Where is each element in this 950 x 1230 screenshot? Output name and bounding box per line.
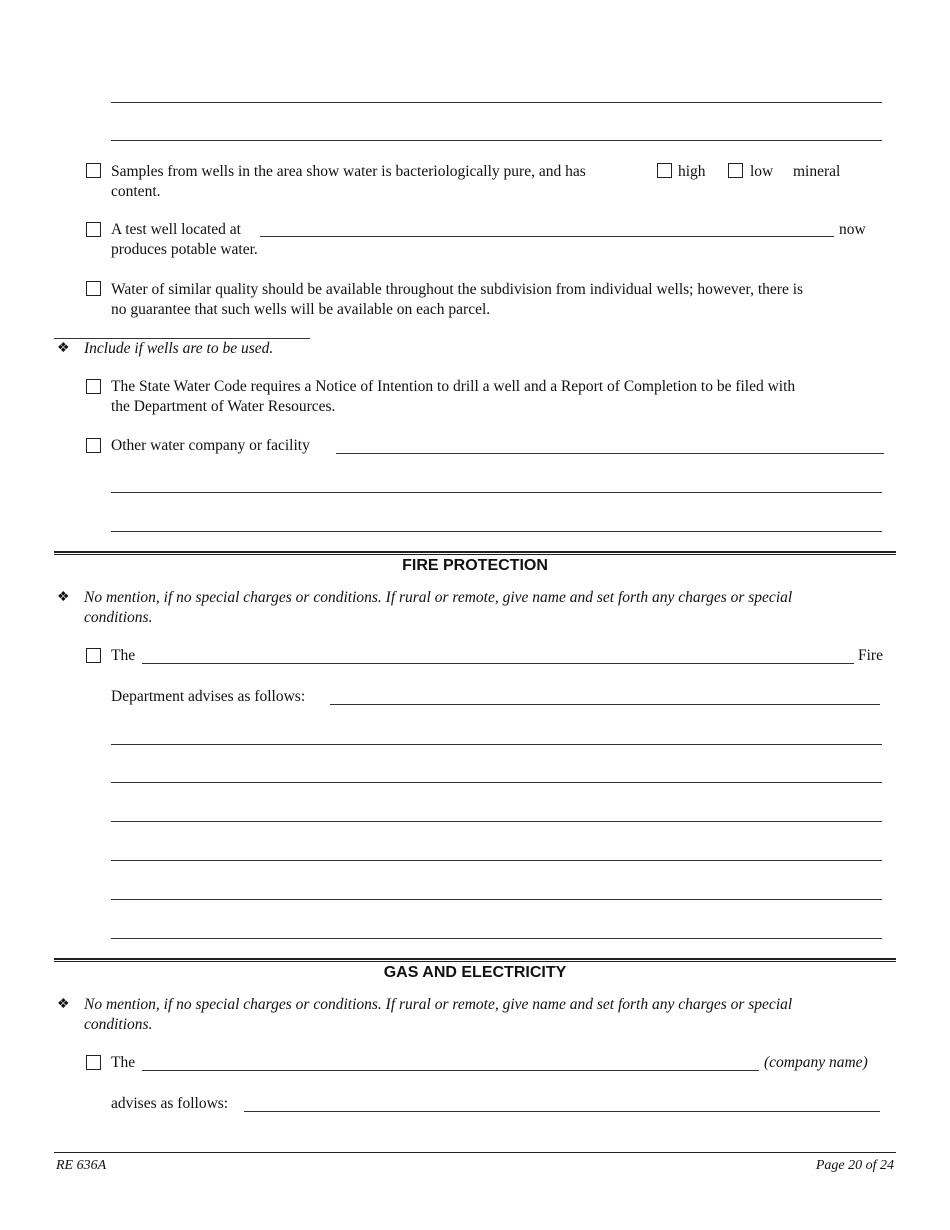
diamond-bullet-icon: ❖ xyxy=(57,590,70,605)
fire-note-line2: conditions. xyxy=(84,609,153,626)
blank-line[interactable] xyxy=(111,102,882,103)
blank-line[interactable] xyxy=(111,492,882,493)
fire-the-label: The xyxy=(111,647,136,664)
high-label: high xyxy=(678,163,706,180)
high-checkbox[interactable] xyxy=(657,163,672,178)
other-water-field[interactable] xyxy=(336,453,884,454)
blank-line[interactable] xyxy=(111,899,882,900)
footer-rule xyxy=(54,1152,896,1153)
blank-line[interactable] xyxy=(111,938,882,939)
samples-cont: content. xyxy=(111,183,161,200)
fire-word: Fire xyxy=(858,647,883,664)
test-well-cont: produces potable water. xyxy=(111,241,258,258)
test-well-text: A test well located at xyxy=(111,221,241,238)
blank-line[interactable] xyxy=(111,744,882,745)
samples-text: Samples from wells in the area show water is bacteriologically pure, and has xyxy=(111,163,586,180)
water-code-line2: the Department of Water Resources. xyxy=(111,398,336,415)
form-number: RE 636A xyxy=(56,1158,107,1173)
other-water-label: Other water company or facility xyxy=(111,437,310,454)
blank-line[interactable] xyxy=(111,860,882,861)
page-number: Page 20 of 24 xyxy=(815,1158,894,1173)
other-water-checkbox[interactable] xyxy=(86,438,101,453)
water-code-line1: The State Water Code requires a Notice of Intention to drill a well and a Report of Completion to be filed with xyxy=(111,378,796,395)
water-code-checkbox[interactable] xyxy=(86,379,101,394)
fire-advises-field[interactable] xyxy=(330,704,880,705)
diamond-bullet-icon: ❖ xyxy=(57,997,70,1012)
gas-advises-label: advises as follows: xyxy=(111,1095,229,1112)
company-name-label: (company name) xyxy=(764,1054,868,1071)
blank-line[interactable] xyxy=(111,531,882,532)
blank-line[interactable] xyxy=(111,821,882,822)
test-well-checkbox[interactable] xyxy=(86,222,101,237)
samples-checkbox[interactable] xyxy=(86,163,101,178)
test-well-tail: now xyxy=(839,221,866,238)
gas-note-line1: No mention, if no special charges or conditions. If rural or remote, give name and set forth any charges or special xyxy=(84,996,793,1013)
similar-line1: Water of similar quality should be available throughout the subdivision from individual wells; however, there is xyxy=(111,281,804,298)
similar-line2: no guarantee that such wells will be available on each parcel. xyxy=(111,301,491,318)
fire-dept-name-field[interactable] xyxy=(142,663,854,664)
samples-tail: mineral xyxy=(793,163,841,180)
fire-advises-label: Department advises as follows: xyxy=(111,688,306,705)
fire-dept-checkbox[interactable] xyxy=(86,648,101,663)
gas-electricity-heading: GAS AND ELECTRICITY xyxy=(383,964,567,981)
gas-company-checkbox[interactable] xyxy=(86,1055,101,1070)
fire-note-line1: No mention, if no special charges or conditions. If rural or remote, give name and set forth any charges or special xyxy=(84,589,793,606)
similar-quality-checkbox[interactable] xyxy=(86,281,101,296)
blank-line[interactable] xyxy=(111,140,882,141)
fire-protection-heading: FIRE PROTECTION xyxy=(402,557,548,574)
low-label: low xyxy=(750,163,774,180)
gas-company-name-field[interactable] xyxy=(142,1070,759,1071)
section-divider xyxy=(54,551,896,555)
test-well-location-field[interactable] xyxy=(260,236,834,237)
blank-line[interactable] xyxy=(111,782,882,783)
gas-note-line2: conditions. xyxy=(84,1016,153,1033)
diamond-bullet-icon: ❖ xyxy=(57,341,70,356)
low-checkbox[interactable] xyxy=(728,163,743,178)
gas-the-label: The xyxy=(111,1054,136,1071)
wells-note: Include if wells are to be used. xyxy=(84,340,274,357)
section-divider xyxy=(54,958,896,962)
gas-advises-field[interactable] xyxy=(244,1111,880,1112)
